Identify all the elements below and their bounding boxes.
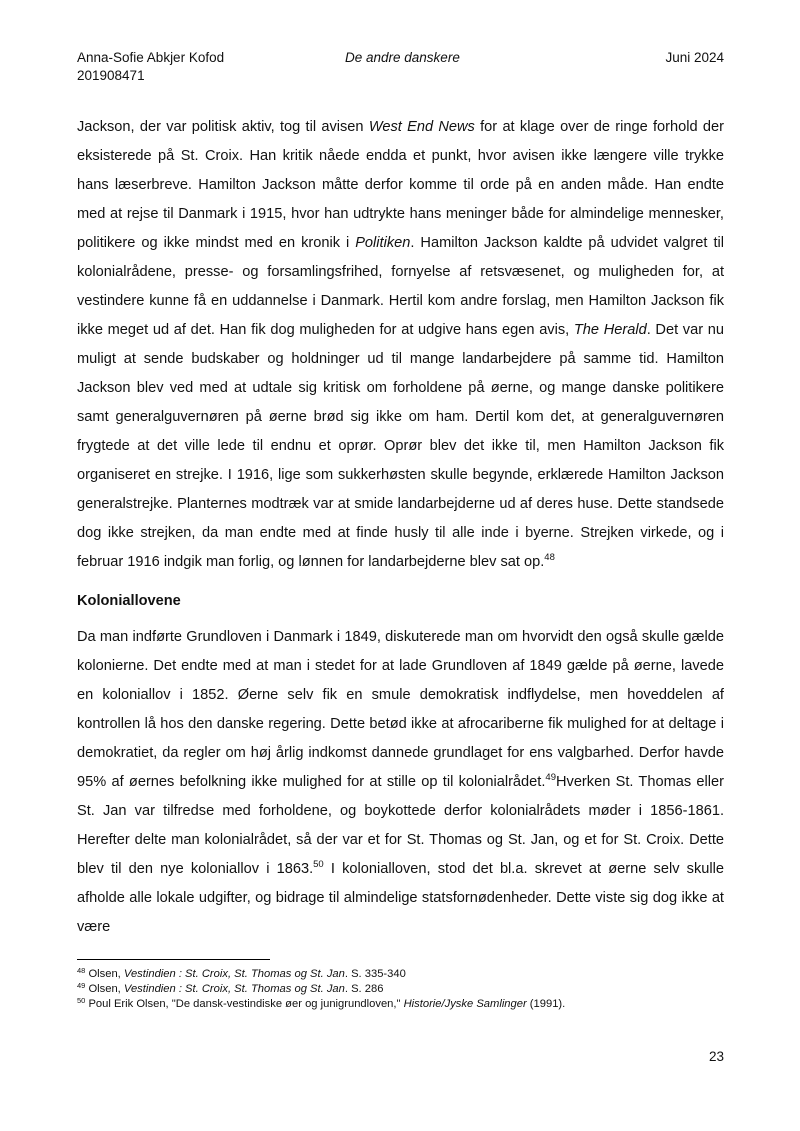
- text-run: Jackson, der var politisk aktiv, tog til avisen: [77, 119, 369, 135]
- footnote: [77, 967, 565, 982]
- header-title: De andre danskere: [345, 50, 460, 65]
- paragraph-jackson: [77, 113, 724, 577]
- paragraph-koloniallove: [77, 623, 724, 942]
- footnote-source-title: Historie/Jyske Samlinger: [403, 998, 527, 1010]
- footnote-text: Olsen,: [85, 968, 124, 980]
- text-run: . Hamilton Jackson kaldte på udvidet valgret til kolonialrådene, presse- og forsamlingsfrihed, fornyelse af retsvæsenet, og muligheden for, at vestindere kunne få en uddannelse i Danmark. Hertil kom andre forslag, men Hamilton Jackson fik ikke meget ud af det. Han fik dog muligheden for at udgive hans egen avis,: [77, 235, 724, 338]
- footnote-ref: 50: [313, 859, 324, 870]
- footnote-number: 50: [77, 996, 86, 1005]
- text-run: Da man indførte Grundloven i Danmark i 1849, diskuterede man om hvorvidt den også skulle gælde kolonierne. Det endte med at man i stedet for at lade Grundloven af 1849 gælde på øerne, lavede en koloniallov i 1852. Øerne selv fik en smule demokratisk indflydelse, men hoveddelen af kontrollen lå hos den danske regering. Dette betød ikke at afrocariberne fik mulighed for at deltage i demokratiet, da regler om høj årlig indkomst dannede grundlaget for ens valgbarhed. Derfor havde 95% af øernes befolkning ikke mulighed for at stille op til kolonialrådet.: [77, 629, 724, 790]
- footnote-number: 48: [77, 966, 86, 975]
- footnote-source-title: Vestindien : St. Croix, St. Thomas og St. Jan: [123, 968, 345, 980]
- footnote-ref: 49: [545, 772, 556, 783]
- text-run: for at klage over de ringe forhold der eksisterede på St. Croix. Han kritik nåede endda et punkt, hvor avisen ikke længere ville trykke hans læserbreve. Hamilton Jackson måtte derfor komme til orde på en anden måde. Han endte med at rejse til Danmark i 1915, hvor han udtrykte hans meninger både for almindelige mennesker, politikere og ikke mindst med en kronik i: [77, 119, 724, 251]
- newspaper-title: West End News: [368, 119, 475, 135]
- header-student-id: 201908471: [77, 68, 145, 83]
- text-run: I kolonialloven, stod det bl.a. skrevet at øerne selv skulle afholde alle lokale udgifter, og bidrage til almindelige statsfornødenheder. Dette viste sig dog ikke at være: [77, 861, 724, 935]
- footnote-source-title: Vestindien : St. Croix, St. Thomas og St. Jan: [123, 983, 345, 995]
- newspaper-title: Politiken: [355, 235, 411, 251]
- footnote-separator: [77, 959, 270, 960]
- footnote-number: 49: [77, 981, 86, 990]
- footnote-ref: 48: [544, 552, 555, 563]
- footnote-text: . S. 286: [344, 983, 384, 995]
- section-heading: Koloniallovene: [77, 593, 181, 609]
- newspaper-title: The Herald: [573, 322, 647, 338]
- footnote-text: Poul Erik Olsen, "De dansk-vestindiske øer og junigrundloven,": [85, 998, 404, 1010]
- footnote-text: . S. 335-340: [344, 968, 406, 980]
- footnote: [77, 997, 565, 1012]
- page-number: 23: [708, 1049, 724, 1064]
- header-date: Juni 2024: [665, 50, 724, 65]
- footnote-text: (1991).: [526, 998, 566, 1010]
- footnotes: [77, 967, 565, 1012]
- body-text: [77, 113, 724, 942]
- footnote-text: Olsen,: [85, 983, 124, 995]
- header-author: Anna-Sofie Abkjer Kofod: [77, 50, 225, 65]
- footnote: [77, 982, 565, 997]
- header-author-block: [77, 49, 224, 85]
- text-run: Hverken St. Thomas eller St. Jan var tilfredse med forholdene, og boykottede derfor kolonialrådets møder i 1856-1861. Herefter delte man kolonialrådet, så der var et for St. Thomas og St. Jan, og et for St. Croix. Dette blev til den nye koloniallov i 1863.: [77, 774, 724, 877]
- text-run: . Det var nu muligt at sende budskaber og holdninger ud til mange landarbejdere på samme tid. Hamilton Jackson blev ved med at udtale sig kritisk om forholdene på øerne, og mange danske politikere samt generalguvernøren på øerne brød sig ikke om ham. Dertil kom det, at generalguvernøren frygtede at det ville lede til endnu et oprør. Oprør blev det ikke til, men Hamilton Jackson fik organiseret en strejke. I 1916, lige som sukkerhøsten skulle begynde, erklærede Hamilton Jackson generalstrejke. Planternes modtræk var at smide landarbejderne ud af deres huse. Dette standsede dog ikke strejken, da man endte med at finde husly til alle inde i byerne. Strejken virkede, og i februar 1916 indgik man forlig, og lønnen for landarbejderne blev sat op.: [77, 322, 724, 570]
